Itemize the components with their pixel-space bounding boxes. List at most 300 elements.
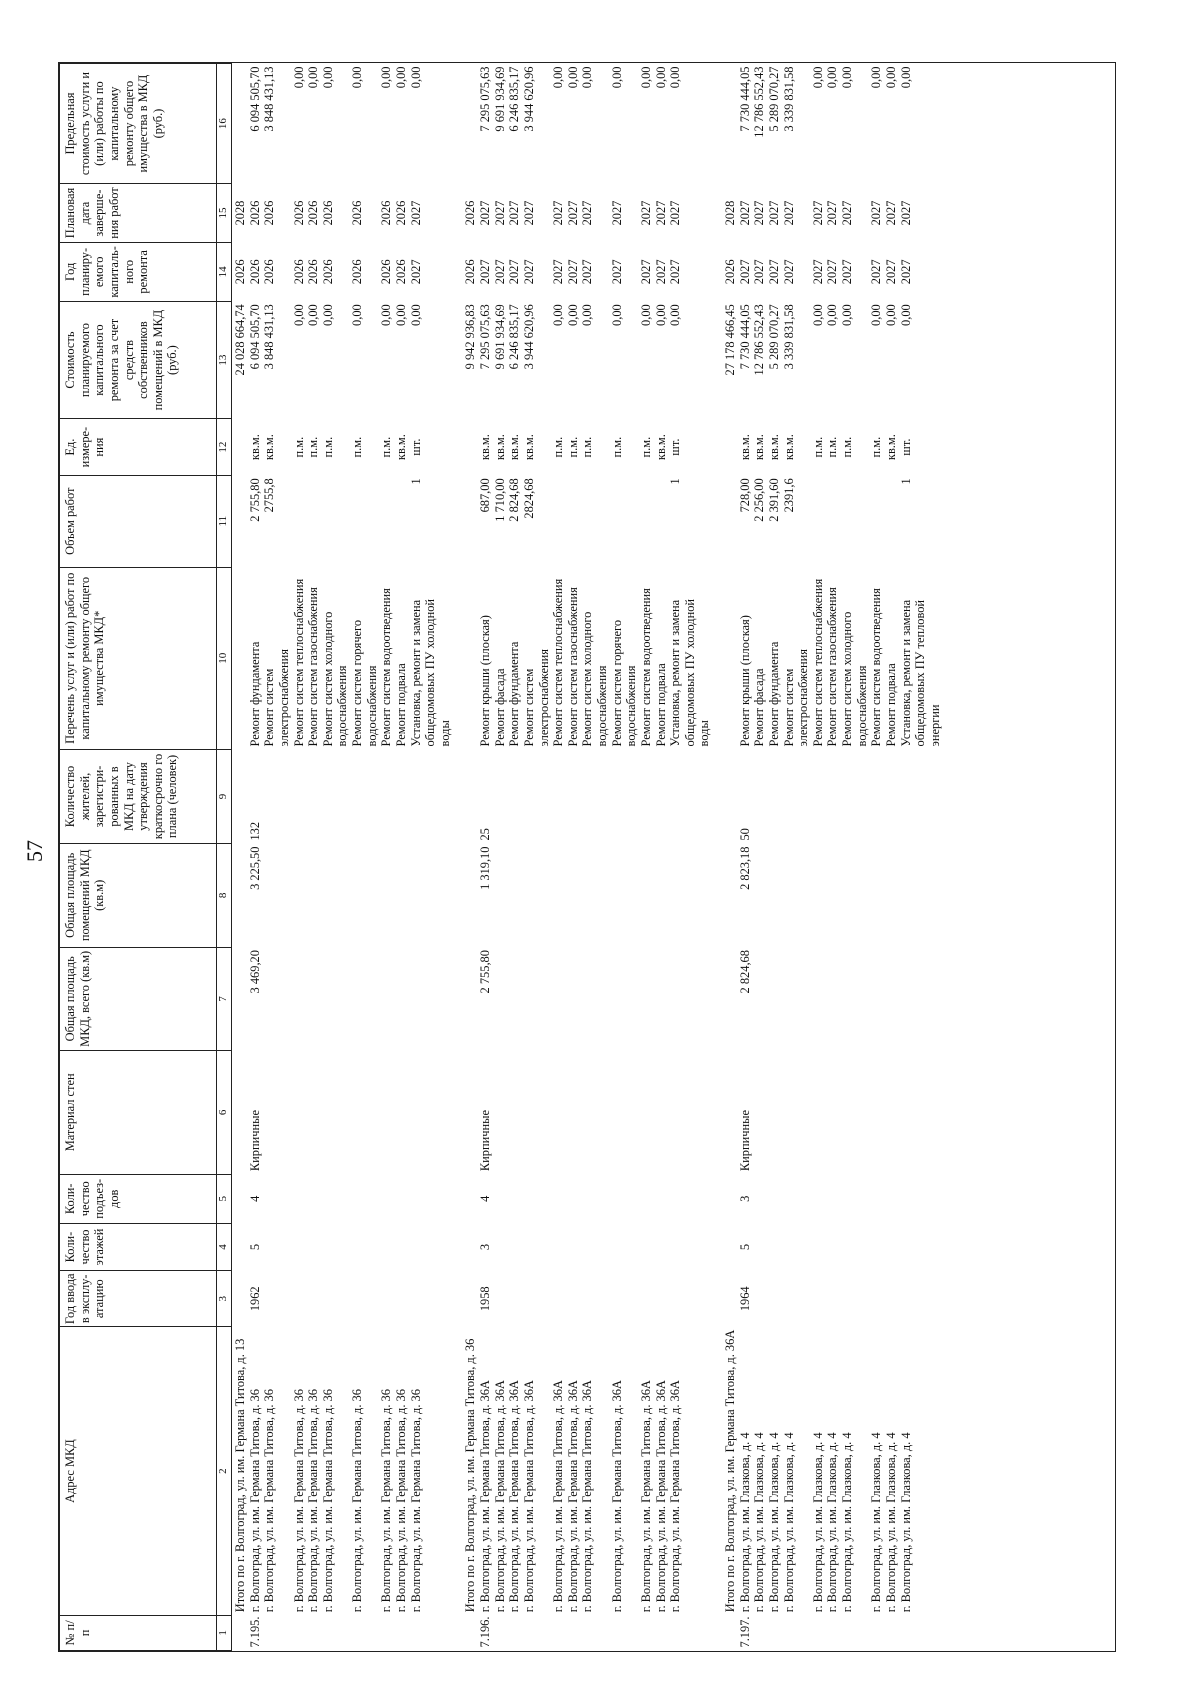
empty-cell <box>668 1051 712 1175</box>
empty-cell <box>580 749 609 843</box>
empty-cell <box>394 1224 409 1271</box>
empty-cell <box>654 1224 669 1271</box>
empty-cell <box>462 749 478 843</box>
unit: кв.м. <box>247 434 262 461</box>
empty-cell <box>566 1615 581 1650</box>
empty-cell <box>639 1224 654 1271</box>
empty-cell <box>782 1271 811 1327</box>
table-row <box>566 64 581 1651</box>
empty-cell <box>292 844 307 948</box>
empty-cell <box>654 1174 669 1223</box>
empty-cell <box>884 947 899 1051</box>
empty-cell <box>262 1051 291 1175</box>
address: г. Волгоград, ул. им. Германа Титова, д. 36 <box>262 1389 277 1613</box>
address: г. Волгоград, ул. им. Германа Титова, д. 36А <box>609 1380 624 1613</box>
empty-cell <box>869 1174 884 1223</box>
completion-date: 2026 <box>262 200 277 226</box>
repair-year: 2027 <box>507 259 522 285</box>
cost-limit: 0,00 <box>609 66 624 89</box>
table-row <box>478 64 493 1651</box>
column-header: Плановая дата заверше-ния работ <box>60 184 217 243</box>
row-number: 7.197. <box>737 1616 752 1648</box>
address: г. Волгоград, ул. им. Глазкова, д. 4 <box>810 1432 825 1613</box>
repair-year: 2026 <box>350 259 364 285</box>
empty-cell <box>522 1615 551 1650</box>
cost-limit: 5 289 070,27 <box>766 66 781 132</box>
empty-cell <box>639 749 654 843</box>
empty-cell <box>321 1051 350 1175</box>
work-type: Ремонт систем электроснабжения <box>781 649 811 747</box>
work-volume <box>654 475 669 567</box>
empty-cell <box>825 1615 840 1650</box>
empty-cell <box>566 1224 581 1271</box>
empty-cell <box>350 844 379 948</box>
work-type: Ремонт систем электроснабжения <box>262 649 291 747</box>
total-area: 2 755,80 <box>478 950 492 994</box>
completion-date: 2027 <box>609 200 624 226</box>
empty-cell <box>394 947 409 1051</box>
work-type: Ремонт систем холодного водоснабжения <box>580 611 609 747</box>
empty-cell <box>840 844 869 948</box>
cost-limit: 3 848 431,13 <box>262 66 277 132</box>
empty-cell <box>668 749 712 843</box>
empty-cell <box>394 1051 409 1175</box>
empty-cell <box>551 1051 566 1175</box>
total-year: 2026 <box>233 259 247 285</box>
address: г. Волгоград, ул. им. Глазкова, д. 4 <box>869 1432 884 1613</box>
unit: п.м. <box>551 436 566 458</box>
empty-cell <box>232 567 248 749</box>
empty-cell <box>782 947 811 1051</box>
empty-cell <box>639 947 654 1051</box>
total-date: 2028 <box>723 200 737 226</box>
work-type: Ремонт систем теплоснабжения <box>291 578 306 747</box>
empty-cell <box>722 1051 738 1175</box>
repair-year: 2026 <box>379 259 394 285</box>
empty-cell <box>507 1224 522 1271</box>
cost-limit: 0,00 <box>408 66 423 89</box>
unit: шт. <box>668 438 683 456</box>
work-type: Установка, ремонт и замена общедомовых ПУ холодной воды <box>408 598 452 747</box>
completion-date: 2027 <box>840 200 854 226</box>
address: г. Волгоград, ул. им. Германа Титова, д. 36А <box>551 1380 566 1613</box>
completion-date: 2027 <box>883 200 898 226</box>
empty-cell <box>580 1224 609 1271</box>
work-volume: 687,00 <box>478 478 492 513</box>
empty-cell <box>752 749 767 843</box>
empty-cell <box>262 1224 291 1271</box>
cost-limit: 0,00 <box>393 66 408 89</box>
empty-cell <box>409 1051 453 1175</box>
repair-year: 2027 <box>521 259 536 285</box>
address: г. Волгоград, ул. им. Глазкова, д. 4 <box>781 1432 796 1613</box>
work-volume: 1 <box>898 478 913 485</box>
cost-limit: 9 691 934,69 <box>492 66 507 132</box>
completion-date: 2027 <box>737 200 752 226</box>
cost-limit: 0,00 <box>551 66 566 89</box>
cost-limit: 6 246 835,17 <box>507 66 522 132</box>
unit: кв.м. <box>752 434 767 461</box>
empty-cell <box>566 1051 581 1175</box>
completion-date: 2026 <box>291 200 306 226</box>
empty-cell <box>551 1174 566 1223</box>
table-row <box>321 64 350 1651</box>
empty-cell <box>825 947 840 1051</box>
empty-cell <box>752 1174 767 1223</box>
column-header: Перечень услуг и (или) работ по капитальному ремонту общего имущества МКД* <box>60 567 217 749</box>
empty-cell <box>722 844 738 948</box>
work-type: Ремонт фасада <box>752 668 767 747</box>
unit: п.м. <box>306 436 321 458</box>
total-label: Итого по г. Волгоград, ул. им. Германа Титова, д. 13 <box>233 1338 247 1613</box>
completion-date: 2027 <box>408 200 423 226</box>
completion-date: 2026 <box>350 200 364 226</box>
cost-limit: 0,00 <box>668 66 683 89</box>
empty-cell <box>507 1615 522 1650</box>
empty-cell <box>884 1224 899 1271</box>
table-row <box>610 64 639 1651</box>
empty-cell <box>654 947 669 1051</box>
empty-cell <box>507 844 522 948</box>
empty-cell <box>782 844 811 948</box>
work-type: Ремонт фундамента <box>507 641 522 747</box>
total-date: 2028 <box>233 200 247 226</box>
empty-cell <box>668 1224 712 1271</box>
empty-cell <box>507 1051 522 1175</box>
empty-cell <box>722 1615 738 1650</box>
address: г. Волгоград, ул. им. Германа Титова, д. 36А <box>521 1380 536 1613</box>
capital-repair-table <box>58 62 1116 1652</box>
repair-year: 2027 <box>840 259 854 285</box>
table-row <box>350 64 379 1651</box>
empty-cell <box>668 947 712 1051</box>
work-volume <box>566 475 581 567</box>
empty-cell <box>899 1224 943 1271</box>
table-row <box>811 64 826 1651</box>
work-volume <box>306 475 321 567</box>
empty-cell <box>462 1224 478 1271</box>
table-row <box>551 64 566 1651</box>
work-type: Ремонт систем теплоснабжения <box>810 578 825 747</box>
empty-cell <box>840 1271 869 1327</box>
column-header: Год ввода в эксплу-атацию <box>60 1271 217 1327</box>
empty-cell <box>551 844 566 948</box>
table-row <box>825 64 840 1651</box>
address: г. Волгоград, ул. им. Германа Титова, д. 36А <box>492 1380 507 1613</box>
work-type: Ремонт крыши (плоская) <box>737 615 752 747</box>
cost-limit: 0,00 <box>869 66 884 89</box>
empty-cell <box>507 947 522 1051</box>
empty-cell <box>409 947 453 1051</box>
repair-year: 2027 <box>737 259 752 285</box>
gap-cell <box>452 64 462 1651</box>
empty-cell <box>610 1271 639 1327</box>
table-row <box>394 64 409 1651</box>
row-number: 7.195. <box>247 1616 262 1648</box>
planned-cost: 0,00 <box>638 304 653 326</box>
empty-cell <box>409 844 453 948</box>
empty-cell <box>722 749 738 843</box>
work-type: Ремонт подвала <box>883 663 898 747</box>
empty-cell <box>306 749 321 843</box>
cost-limit: 0,00 <box>565 66 580 89</box>
table-row <box>262 64 291 1651</box>
completion-date: 2026 <box>379 200 394 226</box>
unit: п.м. <box>638 436 653 458</box>
cost-limit: 0,00 <box>653 66 668 89</box>
unit: кв.м. <box>262 434 277 461</box>
work-volume <box>825 475 840 567</box>
total-area: 3 469,20 <box>247 950 262 994</box>
total-row <box>722 64 738 1651</box>
unit: п.м. <box>320 436 335 458</box>
gap-cell <box>712 64 722 1651</box>
empty-cell <box>232 1271 248 1327</box>
empty-cell <box>610 1615 639 1650</box>
empty-cell <box>379 749 394 843</box>
residents: 50 <box>737 828 752 841</box>
year-built: 1958 <box>478 1286 492 1312</box>
work-type: Ремонт фундамента <box>766 641 781 747</box>
empty-cell <box>825 749 840 843</box>
address: г. Волгоград, ул. им. Глазкова, д. 4 <box>752 1432 767 1613</box>
empty-cell <box>350 1271 379 1327</box>
empty-cell <box>306 1615 321 1650</box>
empty-cell <box>394 749 409 843</box>
planned-cost: 6 246 835,17 <box>507 304 522 370</box>
empty-cell <box>767 1224 782 1271</box>
repair-year: 2026 <box>247 259 262 285</box>
address: г. Волгоград, ул. им. Германа Титова, д. 36А <box>638 1380 653 1613</box>
cost-limit: 0,00 <box>883 66 898 89</box>
empty-cell <box>462 567 478 749</box>
year-built: 1964 <box>737 1286 752 1312</box>
empty-cell <box>462 1615 478 1650</box>
column-number: 11 <box>217 475 232 567</box>
work-volume: 2824,68 <box>521 478 536 519</box>
empty-cell <box>752 1615 767 1650</box>
empty-cell <box>321 749 350 843</box>
planned-cost: 12 786 552,43 <box>752 304 767 376</box>
section-gap <box>712 64 722 1651</box>
work-volume: 2 824,68 <box>507 478 522 522</box>
empty-cell <box>811 844 826 948</box>
empty-cell <box>409 1174 453 1223</box>
rooms-area: 3 225,50 <box>247 846 262 890</box>
completion-date: 2027 <box>898 200 913 226</box>
empty-cell <box>292 1615 307 1650</box>
repair-year: 2026 <box>320 259 335 285</box>
empty-cell <box>306 1271 321 1327</box>
empty-cell <box>493 1224 508 1271</box>
cost-limit: 0,00 <box>291 66 306 89</box>
empty-cell <box>722 1224 738 1271</box>
column-header: Стоимость планируемого капитального ремонта за счет средств собственников помещений в МКД (руб.) <box>60 301 217 419</box>
planned-cost: 0,00 <box>609 304 624 326</box>
empty-cell <box>782 1174 811 1223</box>
address: г. Волгоград, ул. им. Германа Титова, д. 36А <box>653 1380 668 1613</box>
cost-limit: 7 730 444,05 <box>737 66 752 132</box>
empty-cell <box>639 1051 654 1175</box>
empty-cell <box>262 1174 291 1223</box>
empty-cell <box>232 64 248 184</box>
cost-limit: 0,00 <box>898 66 913 89</box>
empty-cell <box>580 1051 609 1175</box>
floors: 5 <box>737 1243 752 1251</box>
unit: п.м. <box>825 436 840 458</box>
work-type: Ремонт систем газоснабжения <box>565 587 580 747</box>
empty-cell <box>379 947 394 1051</box>
empty-cell <box>551 947 566 1051</box>
column-header: Предельная стоимость услуги и (или) работы по капитальному ремонту общего имущества в МКД (руб.) <box>60 64 217 184</box>
table-row <box>869 64 884 1651</box>
unit: кв.м. <box>478 434 492 461</box>
work-type: Ремонт систем холодного водоснабжения <box>320 611 350 747</box>
completion-date: 2027 <box>766 200 781 226</box>
empty-cell <box>262 1271 291 1327</box>
work-volume <box>884 475 899 567</box>
table-row <box>409 64 453 1651</box>
work-volume <box>610 475 639 567</box>
empty-cell <box>668 1615 712 1650</box>
empty-cell <box>899 947 943 1051</box>
completion-date: 2026 <box>306 200 321 226</box>
empty-cell <box>292 947 307 1051</box>
table-row <box>738 64 753 1651</box>
table-row <box>248 64 263 1651</box>
empty-cell <box>232 749 248 843</box>
work-type: Ремонт подвала <box>653 663 668 747</box>
cost-limit: 0,00 <box>810 66 825 89</box>
empty-cell <box>767 1174 782 1223</box>
table-row <box>507 64 522 1651</box>
empty-cell <box>321 1174 350 1223</box>
unit: кв.м. <box>393 434 408 461</box>
floors: 5 <box>247 1243 262 1251</box>
empty-cell <box>840 947 869 1051</box>
empty-cell <box>811 749 826 843</box>
empty-cell <box>292 1051 307 1175</box>
wall-material: Кирпичные <box>247 1110 262 1172</box>
empty-cell <box>493 749 508 843</box>
entrances: 4 <box>478 1195 492 1202</box>
total-area: 2 824,68 <box>737 950 752 994</box>
work-type: Ремонт систем водоотведения <box>869 588 884 747</box>
work-type: Ремонт подвала <box>393 663 408 747</box>
table-row <box>306 64 321 1651</box>
table-row <box>292 64 307 1651</box>
address: г. Волгоград, ул. им. Глазкова, д. 4 <box>840 1432 854 1613</box>
empty-cell <box>752 947 767 1051</box>
column-number: 7 <box>217 947 232 1051</box>
empty-cell <box>566 844 581 948</box>
empty-cell <box>825 1224 840 1271</box>
empty-cell <box>767 844 782 948</box>
total-cost: 27 178 466,45 <box>723 304 737 376</box>
empty-cell <box>394 1174 409 1223</box>
planned-cost: 3 339 831,58 <box>781 304 796 370</box>
total-date: 2026 <box>463 200 478 226</box>
work-type: Ремонт систем электроснабжения <box>521 649 551 747</box>
empty-cell <box>493 1174 508 1223</box>
work-type: Установка, ремонт и замена общедомовых ПУ тепловой энергии <box>898 599 942 747</box>
empty-cell <box>379 1615 394 1650</box>
column-number: 3 <box>217 1271 232 1327</box>
empty-cell <box>566 1271 581 1327</box>
empty-cell <box>551 1271 566 1327</box>
unit: кв.м. <box>492 434 507 461</box>
empty-cell <box>654 749 669 843</box>
empty-cell <box>767 749 782 843</box>
empty-cell <box>493 947 508 1051</box>
empty-cell <box>379 1051 394 1175</box>
work-volume: 2 391,60 <box>766 478 781 522</box>
address: г. Волгоград, ул. им. Глазкова, д. 4 <box>898 1432 913 1613</box>
completion-date: 2027 <box>825 200 840 226</box>
planned-cost: 0,00 <box>350 304 364 326</box>
page-number: 57 <box>22 840 47 862</box>
empty-cell <box>840 749 869 843</box>
empty-cell <box>262 947 291 1051</box>
empty-cell <box>825 844 840 948</box>
planned-cost: 0,00 <box>379 304 394 326</box>
column-header: Общая площадь МКД, всего (кв.м) <box>60 947 217 1051</box>
empty-cell <box>899 844 943 948</box>
planned-cost: 7 295 075,63 <box>478 304 492 370</box>
rooms-area: 2 823,18 <box>737 846 752 890</box>
empty-cell <box>654 844 669 948</box>
planned-cost: 0,00 <box>291 304 306 326</box>
table-row <box>580 64 609 1651</box>
empty-cell <box>580 844 609 948</box>
empty-cell <box>811 1271 826 1327</box>
empty-cell <box>551 749 566 843</box>
empty-cell <box>394 1615 409 1650</box>
address: г. Волгоград, ул. им. Германа Титова, д. 36А <box>668 1380 683 1613</box>
empty-cell <box>522 749 551 843</box>
completion-date: 2027 <box>507 200 522 226</box>
empty-cell <box>899 1271 943 1327</box>
repair-year: 2027 <box>492 259 507 285</box>
empty-cell <box>292 749 307 843</box>
work-type: Ремонт систем газоснабжения <box>306 587 321 747</box>
column-number: 13 <box>217 301 232 419</box>
repair-year: 2027 <box>668 259 683 285</box>
empty-cell <box>767 1615 782 1650</box>
empty-cell <box>825 1051 840 1175</box>
planned-cost: 0,00 <box>869 304 884 326</box>
work-volume <box>292 475 307 567</box>
unit: п.м. <box>379 436 394 458</box>
repair-year: 2027 <box>609 259 624 285</box>
cost-limit: 0,00 <box>350 66 364 89</box>
empty-cell <box>350 1615 379 1650</box>
table-row <box>493 64 508 1651</box>
total-cost: 24 028 664,74 <box>233 304 247 376</box>
repair-year: 2027 <box>825 259 840 285</box>
cost-limit: 7 295 075,63 <box>478 66 492 132</box>
work-type: Ремонт систем горячего водоснабжения <box>609 619 639 747</box>
residents: 132 <box>247 821 262 841</box>
row-number: 7.196. <box>478 1616 492 1648</box>
work-type: Ремонт систем водоотведения <box>638 588 653 747</box>
address: г. Волгоград, ул. им. Глазкова, д. 4 <box>766 1432 781 1613</box>
unit: кв.м. <box>737 434 752 461</box>
work-volume: 2755,8 <box>262 478 277 513</box>
repair-year: 2027 <box>638 259 653 285</box>
work-type: Ремонт крыши (плоская) <box>478 615 492 747</box>
cost-limit: 12 786 552,43 <box>752 66 767 138</box>
